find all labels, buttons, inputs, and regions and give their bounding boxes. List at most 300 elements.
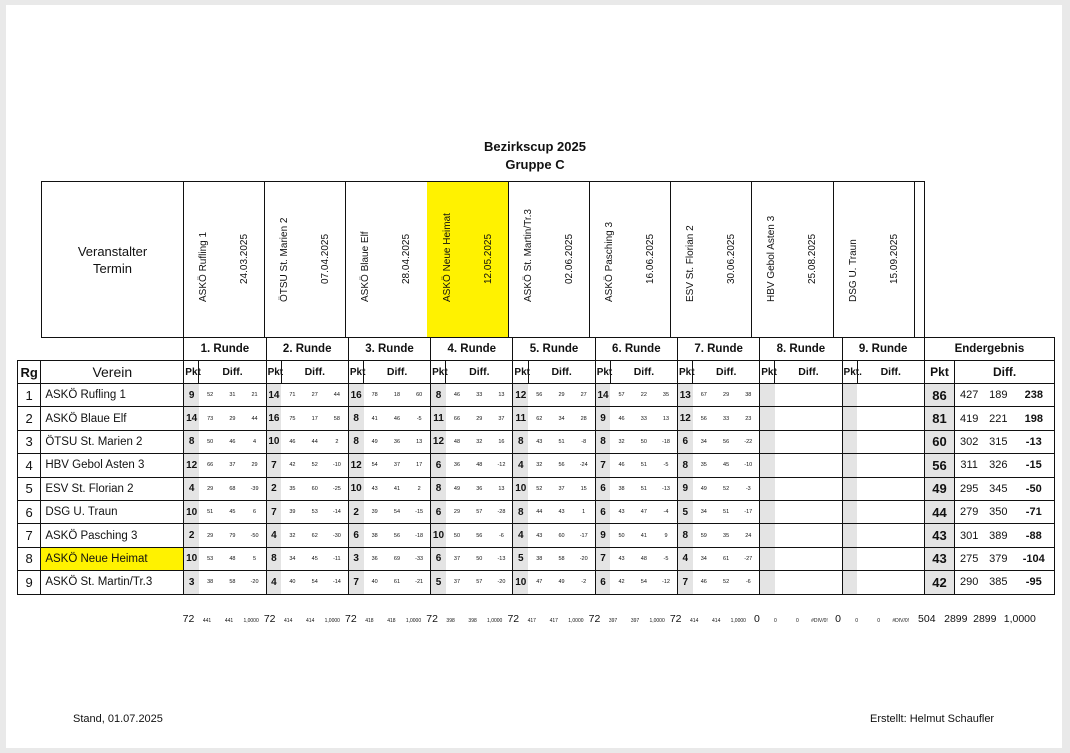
round-scored: 29 bbox=[199, 477, 221, 500]
final-points: 56 bbox=[924, 454, 954, 477]
round-scored: 67 bbox=[693, 384, 715, 407]
round-diff: -20 bbox=[244, 571, 266, 594]
event-column bbox=[264, 182, 346, 337]
round-points: 2 bbox=[348, 500, 363, 523]
round-points: 14 bbox=[595, 384, 610, 407]
round-points: 10 bbox=[513, 477, 528, 500]
round-diff: 58 bbox=[326, 407, 348, 430]
round-conceded: 41 bbox=[386, 477, 408, 500]
round-diff: -39 bbox=[244, 477, 266, 500]
round-points: 14 bbox=[184, 407, 199, 430]
round-points: 8 bbox=[431, 384, 446, 407]
final-points: 60 bbox=[924, 430, 954, 453]
total-value: #DIV/0! bbox=[811, 618, 828, 624]
round-empty bbox=[880, 430, 902, 453]
round-empty bbox=[797, 547, 819, 570]
round-empty bbox=[857, 477, 879, 500]
round-scored: 56 bbox=[693, 407, 715, 430]
grand-total bbox=[912, 609, 1040, 627]
round-scored: 50 bbox=[199, 430, 221, 453]
round-scored: 40 bbox=[281, 571, 303, 594]
final-diff: -71 bbox=[1014, 500, 1055, 523]
round-conceded: 56 bbox=[550, 454, 572, 477]
event-date: 24.03.2025 bbox=[239, 233, 250, 284]
round-total bbox=[587, 609, 668, 627]
final-points: 43 bbox=[924, 547, 954, 570]
event-column bbox=[183, 182, 265, 337]
round-diff: 27 bbox=[573, 384, 595, 407]
round-empty bbox=[857, 500, 879, 523]
round-diff: -10 bbox=[326, 454, 348, 477]
round-scored: 38 bbox=[199, 571, 221, 594]
round-conceded: 31 bbox=[221, 384, 243, 407]
round-diff: -12 bbox=[490, 454, 512, 477]
round-conceded: 34 bbox=[550, 407, 572, 430]
round-empty bbox=[775, 524, 797, 547]
round-diff: -18 bbox=[655, 430, 677, 453]
round-points-empty bbox=[842, 547, 857, 570]
round-diff: 13 bbox=[490, 477, 512, 500]
round-conceded: 61 bbox=[386, 571, 408, 594]
round-empty bbox=[902, 407, 924, 430]
diff-header: Diff. bbox=[281, 361, 348, 384]
round-empty bbox=[797, 407, 819, 430]
round-empty bbox=[857, 454, 879, 477]
round-empty bbox=[880, 477, 902, 500]
round-diff: -5 bbox=[655, 454, 677, 477]
round-conceded: 47 bbox=[633, 500, 655, 523]
table-row bbox=[18, 477, 1055, 500]
round-points: 9 bbox=[595, 524, 610, 547]
document-title: Bezirkscup 2025 bbox=[484, 139, 586, 154]
total-value: 72 bbox=[507, 613, 520, 625]
round-conceded: 52 bbox=[715, 477, 737, 500]
round-scored: 73 bbox=[199, 407, 221, 430]
table-row bbox=[18, 407, 1055, 430]
round-diff: 23 bbox=[737, 407, 759, 430]
round-conceded: 56 bbox=[715, 430, 737, 453]
round-conceded: 51 bbox=[550, 430, 572, 453]
round-points-empty bbox=[842, 571, 857, 594]
points-header: Pkt bbox=[431, 361, 446, 384]
event-column bbox=[508, 182, 590, 337]
round-points: 16 bbox=[348, 384, 363, 407]
round-diff: -3 bbox=[737, 477, 759, 500]
round-scored: 48 bbox=[446, 430, 468, 453]
round-points: 12 bbox=[513, 384, 528, 407]
round-points: 13 bbox=[677, 384, 692, 407]
total-value: 2899 bbox=[944, 613, 968, 625]
round-conceded: 50 bbox=[468, 547, 490, 570]
round-conceded: 33 bbox=[715, 407, 737, 430]
event-column bbox=[833, 182, 915, 337]
round-header: 2. Runde bbox=[266, 338, 348, 361]
round-scored: 43 bbox=[364, 477, 386, 500]
round-empty bbox=[797, 430, 819, 453]
round-conceded: 43 bbox=[550, 500, 572, 523]
round-scored: 66 bbox=[446, 407, 468, 430]
round-diff: 44 bbox=[326, 384, 348, 407]
rank-cell: 3 bbox=[18, 430, 41, 453]
round-empty bbox=[775, 407, 797, 430]
club-name: ASKÖ St. Martin/Tr.3 bbox=[41, 571, 184, 594]
total-diff-header: Diff. bbox=[955, 361, 1055, 384]
final-scored: 279 bbox=[955, 500, 983, 523]
event-host: HBV Gebol Asten 3 bbox=[766, 215, 778, 302]
total-value: 72 bbox=[588, 613, 601, 625]
final-scored: 295 bbox=[955, 477, 983, 500]
round-empty bbox=[880, 571, 902, 594]
round-diff: -4 bbox=[655, 500, 677, 523]
diff-header: Diff. bbox=[446, 361, 513, 384]
round-points: 8 bbox=[595, 430, 610, 453]
round-scored: 66 bbox=[199, 454, 221, 477]
rank-cell: 9 bbox=[18, 571, 41, 594]
round-points: 6 bbox=[431, 547, 446, 570]
round-header: 9. Runde bbox=[842, 338, 924, 361]
final-scored: 302 bbox=[955, 430, 983, 453]
round-conceded: 37 bbox=[550, 477, 572, 500]
round-points: 5 bbox=[677, 500, 692, 523]
round-conceded: 32 bbox=[468, 430, 490, 453]
round-empty bbox=[775, 477, 797, 500]
round-diff: -14 bbox=[326, 571, 348, 594]
round-diff: 15 bbox=[573, 477, 595, 500]
round-empty bbox=[880, 500, 902, 523]
table-row bbox=[18, 524, 1055, 547]
total-value: 1,0000 bbox=[649, 618, 665, 624]
round-conceded: 52 bbox=[715, 571, 737, 594]
round-scored: 46 bbox=[610, 407, 632, 430]
total-value: 72 bbox=[182, 613, 195, 625]
total-value: 72 bbox=[426, 613, 438, 625]
round-diff: -50 bbox=[244, 524, 266, 547]
round-diff: -11 bbox=[326, 547, 348, 570]
round-diff: -18 bbox=[408, 524, 430, 547]
event-date: 25.08.2025 bbox=[807, 233, 819, 284]
rank-cell: 2 bbox=[18, 407, 41, 430]
club-name: ASKÖ Pasching 3 bbox=[41, 524, 184, 547]
round-points: 9 bbox=[595, 407, 610, 430]
rank-cell: 1 bbox=[18, 384, 41, 407]
round-points: 10 bbox=[513, 571, 528, 594]
organizer-label: Veranstalter bbox=[77, 243, 148, 259]
round-header: 3. Runde bbox=[348, 338, 430, 361]
round-scored: 29 bbox=[446, 500, 468, 523]
round-points: 8 bbox=[348, 407, 363, 430]
final-points: 49 bbox=[924, 477, 954, 500]
round-empty bbox=[902, 384, 924, 407]
table-row bbox=[18, 430, 1055, 453]
round-points: 12 bbox=[677, 407, 692, 430]
round-conceded: 60 bbox=[550, 524, 572, 547]
total-value: 1,0000 bbox=[1003, 613, 1036, 625]
round-scored: 43 bbox=[528, 524, 550, 547]
round-empty bbox=[775, 571, 797, 594]
final-diff: -50 bbox=[1014, 477, 1055, 500]
round-diff: -6 bbox=[737, 571, 759, 594]
diff-header: Diff. bbox=[528, 361, 595, 384]
round-empty bbox=[820, 477, 842, 500]
round-diff: 2 bbox=[326, 430, 348, 453]
round-points-empty bbox=[760, 454, 775, 477]
round-points: 10 bbox=[184, 547, 199, 570]
round-points: 7 bbox=[677, 571, 692, 594]
round-points-empty bbox=[760, 547, 775, 570]
event-host: ASKÖ St. Martin/Tr.3 bbox=[522, 209, 534, 302]
round-points-empty bbox=[842, 384, 857, 407]
round-points-empty bbox=[760, 407, 775, 430]
round-diff: 5 bbox=[244, 547, 266, 570]
document-subtitle: Gruppe C bbox=[505, 157, 565, 172]
round-diff: 29 bbox=[244, 454, 266, 477]
round-points: 6 bbox=[431, 454, 446, 477]
round-points: 11 bbox=[431, 407, 446, 430]
round-conceded: 41 bbox=[633, 524, 655, 547]
round-points-empty bbox=[842, 500, 857, 523]
round-scored: 37 bbox=[446, 547, 468, 570]
round-points: 8 bbox=[266, 547, 281, 570]
round-empty bbox=[880, 407, 902, 430]
round-points-empty bbox=[760, 524, 775, 547]
round-points: 8 bbox=[677, 454, 692, 477]
round-diff: -25 bbox=[326, 477, 348, 500]
round-points: 4 bbox=[266, 571, 281, 594]
rank-cell: 5 bbox=[18, 477, 41, 500]
final-conceded: 385 bbox=[983, 571, 1013, 594]
round-diff: -8 bbox=[573, 430, 595, 453]
final-conceded: 345 bbox=[983, 477, 1013, 500]
club-name: ASKÖ Neue Heimat bbox=[41, 547, 184, 570]
event-host: ASKÖ Rufling 1 bbox=[198, 231, 209, 302]
round-empty bbox=[902, 430, 924, 453]
round-conceded: 51 bbox=[715, 500, 737, 523]
final-conceded: 389 bbox=[983, 524, 1013, 547]
round-scored: 54 bbox=[364, 454, 386, 477]
round-diff: -27 bbox=[737, 547, 759, 570]
rank-cell: 4 bbox=[18, 454, 41, 477]
final-diff: -13 bbox=[1014, 430, 1055, 453]
round-points: 4 bbox=[513, 454, 528, 477]
total-value: 398 bbox=[446, 618, 455, 624]
total-value: 72 bbox=[345, 613, 357, 625]
round-diff: 37 bbox=[490, 407, 512, 430]
round-conceded: 50 bbox=[633, 430, 655, 453]
final-scored: 301 bbox=[955, 524, 983, 547]
round-diff: 13 bbox=[408, 430, 430, 453]
round-empty bbox=[797, 524, 819, 547]
round-points: 4 bbox=[513, 524, 528, 547]
diff-header: Diff. bbox=[364, 361, 431, 384]
round-diff: -33 bbox=[408, 547, 430, 570]
event-host: DSG U. Traun bbox=[847, 239, 859, 302]
total-value: 414 bbox=[712, 618, 721, 624]
total-value: 72 bbox=[669, 613, 682, 625]
round-points: 8 bbox=[184, 430, 199, 453]
round-empty bbox=[775, 430, 797, 453]
round-conceded: 29 bbox=[468, 407, 490, 430]
points-header: Pkt. bbox=[842, 361, 857, 384]
round-conceded: 51 bbox=[633, 454, 655, 477]
round-scored: 78 bbox=[364, 384, 386, 407]
final-scored: 275 bbox=[955, 547, 983, 570]
round-conceded: 29 bbox=[550, 384, 572, 407]
round-points: 4 bbox=[184, 477, 199, 500]
total-value: 414 bbox=[284, 618, 293, 624]
round-diff: -17 bbox=[737, 500, 759, 523]
event-date: 28.04.2025 bbox=[401, 233, 413, 284]
final-diff: -95 bbox=[1014, 571, 1055, 594]
final-points: 43 bbox=[924, 524, 954, 547]
round-header: 7. Runde bbox=[677, 338, 759, 361]
points-header: Pkt bbox=[595, 361, 610, 384]
round-scored: 71 bbox=[281, 384, 303, 407]
round-diff: -24 bbox=[573, 454, 595, 477]
round-header: 8. Runde bbox=[760, 338, 842, 361]
round-empty bbox=[820, 571, 842, 594]
table-row bbox=[18, 500, 1055, 523]
final-scored: 290 bbox=[955, 571, 983, 594]
round-points: 10 bbox=[184, 500, 199, 523]
round-empty bbox=[820, 407, 842, 430]
round-points: 2 bbox=[266, 477, 281, 500]
round-conceded: 37 bbox=[221, 454, 243, 477]
round-empty bbox=[902, 524, 924, 547]
final-diff: -104 bbox=[1014, 547, 1055, 570]
round-empty bbox=[820, 524, 842, 547]
total-value: 414 bbox=[306, 618, 315, 624]
round-conceded: 46 bbox=[221, 430, 243, 453]
rank-header: Rg bbox=[18, 361, 41, 384]
event-host: ASKÖ Neue Heimat bbox=[441, 213, 453, 302]
round-scored: 46 bbox=[281, 430, 303, 453]
final-conceded: 221 bbox=[983, 407, 1013, 430]
round-points: 6 bbox=[431, 500, 446, 523]
round-header: 4. Runde bbox=[431, 338, 513, 361]
round-scored: 42 bbox=[610, 571, 632, 594]
round-conceded: 79 bbox=[221, 524, 243, 547]
final-points: 44 bbox=[924, 500, 954, 523]
round-points: 10 bbox=[348, 477, 363, 500]
round-points: 4 bbox=[266, 524, 281, 547]
points-header: Pkt bbox=[760, 361, 775, 384]
round-empty bbox=[797, 477, 819, 500]
round-empty bbox=[902, 454, 924, 477]
club-name: ESV St. Florian 2 bbox=[41, 477, 184, 500]
round-scored: 38 bbox=[610, 477, 632, 500]
round-scored: 32 bbox=[528, 454, 550, 477]
round-total bbox=[425, 609, 506, 627]
round-scored: 35 bbox=[281, 477, 303, 500]
round-scored: 49 bbox=[364, 430, 386, 453]
round-conceded: 54 bbox=[633, 571, 655, 594]
round-header: 5. Runde bbox=[513, 338, 595, 361]
round-scored: 38 bbox=[364, 524, 386, 547]
final-conceded: 189 bbox=[983, 384, 1013, 407]
event-host: ASKÖ Pasching 3 bbox=[604, 221, 615, 302]
round-total bbox=[181, 609, 262, 627]
round-empty bbox=[857, 571, 879, 594]
total-value: 1,0000 bbox=[730, 618, 746, 624]
round-empty bbox=[902, 571, 924, 594]
round-empty bbox=[820, 500, 842, 523]
round-scored: 62 bbox=[528, 407, 550, 430]
round-diff: 13 bbox=[490, 384, 512, 407]
round-total bbox=[831, 609, 912, 627]
round-diff: 1 bbox=[573, 500, 595, 523]
round-conceded: 58 bbox=[221, 571, 243, 594]
round-points: 14 bbox=[266, 384, 281, 407]
round-conceded: 57 bbox=[468, 500, 490, 523]
event-date: 30.06.2025 bbox=[726, 233, 738, 284]
round-scored: 49 bbox=[693, 477, 715, 500]
standings-table bbox=[17, 337, 1055, 595]
round-scored: 43 bbox=[610, 500, 632, 523]
table-row bbox=[18, 547, 1055, 570]
round-scored: 50 bbox=[446, 524, 468, 547]
round-points: 7 bbox=[348, 571, 363, 594]
final-scored: 427 bbox=[955, 384, 983, 407]
round-scored: 46 bbox=[693, 571, 715, 594]
round-diff: 4 bbox=[244, 430, 266, 453]
club-name: HBV Gebol Asten 3 bbox=[41, 454, 184, 477]
round-empty bbox=[797, 571, 819, 594]
round-points: 9 bbox=[677, 477, 692, 500]
points-header: Pkt bbox=[677, 361, 692, 384]
final-conceded: 379 bbox=[983, 547, 1013, 570]
round-conceded: 44 bbox=[304, 430, 326, 453]
event-host: ASKÖ Blaue Elf bbox=[360, 231, 372, 302]
round-diff: 13 bbox=[655, 407, 677, 430]
round-diff: -2 bbox=[573, 571, 595, 594]
round-points: 10 bbox=[266, 430, 281, 453]
round-diff: 35 bbox=[655, 384, 677, 407]
round-points-empty bbox=[842, 407, 857, 430]
round-diff: 60 bbox=[408, 384, 430, 407]
diff-header: Diff. bbox=[199, 361, 266, 384]
total-value: 72 bbox=[263, 613, 276, 625]
total-value: 441 bbox=[224, 618, 234, 624]
round-points: 7 bbox=[266, 454, 281, 477]
total-value: #DIV/0! bbox=[892, 618, 910, 624]
total-value: 414 bbox=[690, 618, 699, 624]
round-conceded: 61 bbox=[715, 547, 737, 570]
round-points: 5 bbox=[513, 547, 528, 570]
round-scored: 35 bbox=[693, 454, 715, 477]
round-empty bbox=[857, 407, 879, 430]
date-label: Termin bbox=[92, 260, 132, 276]
total-value: 1,0000 bbox=[568, 618, 584, 624]
round-conceded: 57 bbox=[468, 571, 490, 594]
round-scored: 38 bbox=[528, 547, 550, 570]
round-scored: 75 bbox=[281, 407, 303, 430]
round-conceded: 48 bbox=[468, 454, 490, 477]
round-diff: -17 bbox=[573, 524, 595, 547]
total-value: 397 bbox=[608, 618, 618, 624]
round-points: 7 bbox=[266, 500, 281, 523]
round-diff: -22 bbox=[737, 430, 759, 453]
round-diff: -14 bbox=[326, 500, 348, 523]
organizer-date-label bbox=[42, 182, 184, 337]
round-conceded: 54 bbox=[304, 571, 326, 594]
total-value: 2899 bbox=[973, 613, 997, 625]
total-value: 418 bbox=[387, 618, 396, 624]
final-points: 81 bbox=[924, 407, 954, 430]
round-scored: 43 bbox=[610, 547, 632, 570]
event-date: 07.04.2025 bbox=[320, 233, 332, 284]
round-scored: 39 bbox=[364, 500, 386, 523]
round-conceded: 46 bbox=[386, 407, 408, 430]
